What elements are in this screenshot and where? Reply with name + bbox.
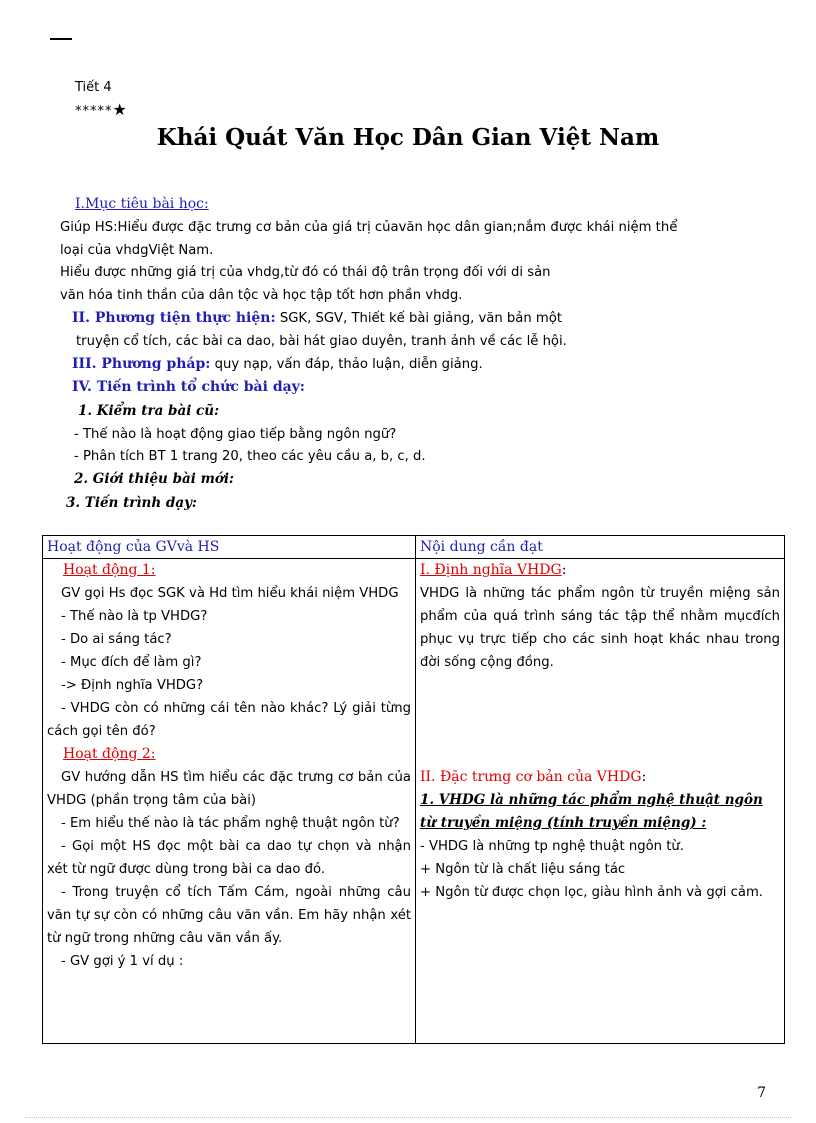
page-number: 7 [757,1085,766,1101]
section2-heading: II. Phương tiện thực hiện: [72,310,276,326]
section1-line-3: Hiểu được những giá trị của vhdg,từ đó có thái độ trân trọng đối với di sản [60,265,551,280]
activity1-question-3: - Mục đích để làm gì? [61,655,202,670]
star-rating [75,100,128,119]
section3-heading: III. Phương pháp: [72,356,211,372]
content-cell [416,559,785,1044]
section4-q2: - Phân tích BT 1 trang 20, theo các yêu cầu a, b, c, d. [74,449,426,464]
section1-heading: I.Mục tiêu bài học: [75,196,209,212]
spacer [420,674,780,766]
activity2-title: Hoạt động 2: [63,746,156,762]
section1-line-1: Giúp HS:Hiểu được đặc trưng cơ bản của giá trị củavăn học dân gian;nắm được khái niệm thể [60,220,678,235]
features-point-3: + Ngôn từ được chọn lọc, giàu hình ảnh và gợi cảm. [420,885,763,900]
activity1-intro: GV gọi Hs đọc SGK và Hd tìm hiểu khái niệm VHDG [61,586,399,601]
section2-line-1 [72,308,562,329]
section4-sub1: 1. Kiểm tra bài cũ: [78,403,220,419]
activity1-question-2: - Do ai sáng tác? [61,632,172,647]
section3-line [72,354,483,375]
activity2-question-1: - Em hiểu thế nào là tác phẩm nghệ thuật ngôn từ? [61,816,400,831]
activity2-question-4: - GV gợi ý 1 ví dụ : [61,954,184,969]
activity1-question-4: -> Định nghĩa VHDG? [61,678,204,693]
stars-small: ***** [75,104,113,119]
lesson-table [42,535,785,1044]
definition-heading-line [420,559,780,582]
features-heading-line [420,766,780,789]
definition-heading: I. Định nghĩa VHDG [420,562,562,578]
table-row [43,559,785,1044]
section2-line-2: truyện cổ tích, các bài ca dao, bài hát giao duyên, tranh ảnh về các lễ hội. [76,334,567,349]
section4-q1: - Thế nào là hoạt động giao tiếp bằng ngôn ngữ? [74,427,397,442]
features-heading: II. Đặc trưng cơ bản của VHDG [420,769,642,785]
section1-line-4: văn hóa tinh thần của dân tộc và học tập tốt hơn phần vhdg. [60,288,463,303]
activity1-question-5: - VHDG còn có những cái tên nào khác? Lý giải từng cách gọi tên đó? [47,701,411,739]
definition-text: VHDG là những tác phẩm ngôn từ truyền miệng sản phẩm của quá trình sáng tác tập thể nhằm mụcđích phục vụ trực tiếp cho các sinh hoạt khác nhau trong đời sống cộng đồng. [420,586,780,670]
page-bottom-border [25,1117,791,1118]
activity2-intro: GV hướng dẫn HS tìm hiểu các đặc trưng cơ bản của VHDG (phần trọng tâm của bài) [47,770,411,808]
definition-heading-colon: : [561,562,567,578]
activity1-question-1: - Thế nào là tp VHDG? [61,609,208,624]
section2-text: SGK, SGV, Thiết kế bài giảng, văn bản một [275,311,563,326]
features-point-1: - VHDG là những tp nghệ thuật ngôn từ. [420,839,684,854]
lesson-number: Tiết 4 [75,80,112,95]
features-point-2: + Ngôn từ là chất liệu sáng tác [420,862,626,877]
section4-sub2: 2. Giới thiệu bài mới: [74,471,234,487]
activity2-question-2: - Gọi một HS đọc một bài ca dao tự chọn và nhận xét từ ngữ được dùng trong bài ca dao đó. [47,839,411,877]
col2-header: Nội dung cần đạt [416,536,785,559]
page-title: Khái Quát Văn Học Dân Gian Việt Nam [156,124,660,151]
features-heading-colon: : [641,769,647,785]
features-subheading: 1. VHDG là những tác phẩm nghệ thuật ngôn từ truyền miệng (tính truyền miệng) : [420,792,763,831]
activity2-question-3: - Trong truyện cổ tích Tấm Cám, ngoài những câu văn tự sự còn có những câu văn vần. Em hãy nhận xét từ ngữ trong những câu văn vần ấy. [47,885,411,946]
activities-cell [43,559,416,1044]
table-header-row [43,536,785,559]
section3-text: quy nạp, vấn đáp, thảo luận, diễn giảng. [210,357,483,372]
section4-heading: IV. Tiến trình tổ chức bài dạy: [72,379,305,395]
section1-line-2: loại của vhdgViệt Nam. [60,243,214,258]
star-icon: ★ [112,100,128,119]
section4-sub3: 3. Tiến trình dạy: [66,495,197,511]
top-dash [50,38,72,40]
col1-header: Hoạt động của GVvà HS [43,536,416,559]
activity1-title: Hoạt động 1: [63,562,156,578]
